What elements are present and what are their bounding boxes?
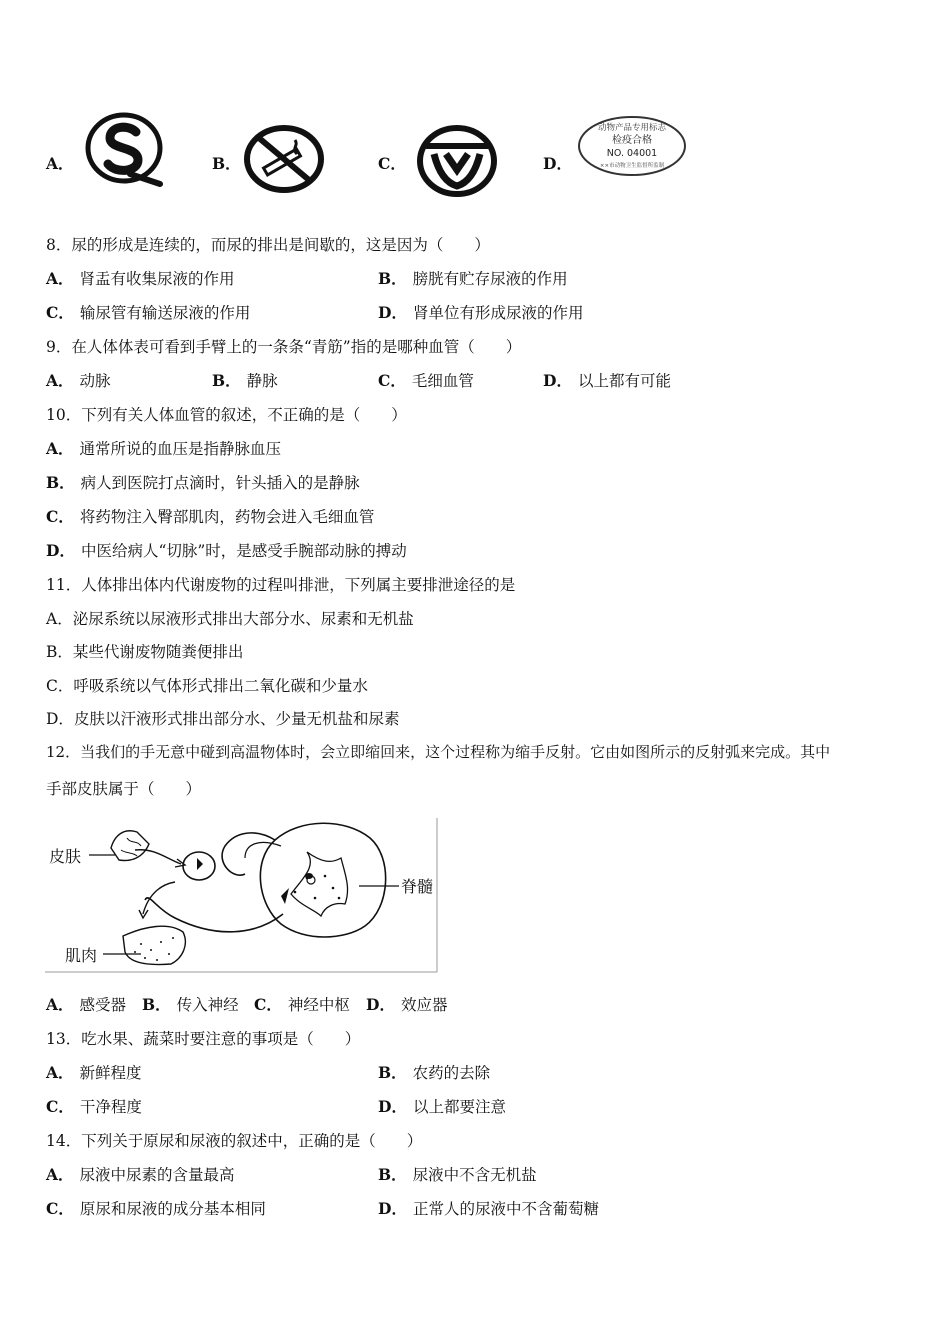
q14-option-a[interactable]: A． 尿液中尿素的含量最高: [46, 1165, 235, 1184]
figure-label-skin: 皮肤: [49, 847, 82, 866]
q14-option-b[interactable]: B． 尿液中不含无机盐: [378, 1165, 537, 1184]
q10-stem: 10．下列有关人体血管的叙述，不正确的是（ ）: [46, 406, 407, 424]
reflex-arc-figure: [45, 818, 438, 973]
q8-option-d[interactable]: D． 肾单位有形成尿液的作用: [378, 303, 584, 322]
animal-quarantine-stamp-icon: [576, 114, 688, 178]
skin-piece: [111, 831, 149, 861]
figure-label-spinal-cord: 脊髓: [401, 877, 434, 896]
q7-option-c-label: C．: [378, 154, 406, 173]
q8-option-b[interactable]: B． 膀胱有贮存尿液的作用: [378, 269, 568, 288]
q7-option-a-label: A．: [46, 154, 74, 173]
q9-stem: 9．在人体体表可看到手臂上的一条条“青筋”指的是哪种血管（ ）: [46, 338, 522, 356]
stamp-line-4: ××市动物卫生监督所监制: [599, 163, 665, 169]
q8-option-c[interactable]: C． 输尿管有输送尿液的作用: [46, 303, 251, 322]
q14-stem: 14．下列关于原尿和尿液的叙述中，正确的是（ ）: [46, 1132, 423, 1150]
q10-option-c[interactable]: C． 将药物注入臀部肌肉，药物会进入毛细血管: [46, 507, 375, 526]
no-smoking-icon: [243, 124, 325, 194]
q8-stem: 8．尿的形成是连续的，而尿的排出是间歇的，这是因为（ ）: [46, 236, 490, 254]
q7-option-d-label: D．: [543, 154, 572, 173]
q11-option-a[interactable]: A．泌尿系统以尿液形式排出大部分水、尿素和无机盐: [46, 610, 414, 628]
q12-option-d[interactable]: D． 效应器: [366, 995, 448, 1014]
q11-stem: 11．人体排出体内代谢废物的过程叫排泄，下列属主要排泄途径的是: [46, 576, 516, 594]
q9-option-c[interactable]: C． 毛细血管: [378, 371, 474, 390]
q10-option-d[interactable]: D． 中医给病人“切脉”时，是感受手腕部动脉的搏动: [46, 541, 407, 560]
q9-option-d[interactable]: D． 以上都有可能: [543, 371, 671, 390]
q12-option-a[interactable]: A． 感受器: [46, 995, 127, 1014]
q12-stem-line1: 12．当我们的手无意中碰到高温物体时，会立即缩回来，这个过程称为缩手反射。它由如图所示的反射弧来完成。其中: [46, 743, 831, 761]
green-food-logo-icon: [416, 124, 498, 198]
spinal-cord-shape: [260, 823, 385, 937]
q8-option-a[interactable]: A． 肾盂有收集尿液的作用: [46, 269, 235, 288]
q11-option-b[interactable]: B．某些代谢废物随粪便排出: [46, 643, 244, 661]
qs-logo-icon: [84, 112, 164, 188]
q13-option-c[interactable]: C． 干净程度: [46, 1097, 142, 1116]
q11-option-d[interactable]: D．皮肤以汗液形式排出部分水、少量无机盐和尿素: [46, 710, 400, 728]
q13-stem: 13．吃水果、蔬菜时要注意的事项是（ ）: [46, 1030, 361, 1048]
q12-option-b[interactable]: B． 传入神经: [142, 995, 239, 1014]
stamp-line-2: 检疫合格: [612, 135, 652, 146]
figure-label-muscle: 肌肉: [65, 946, 98, 965]
stamp-line-3: NO. 04001: [606, 148, 658, 159]
q10-option-b[interactable]: B． 病人到医院打点滴时，针头插入的是静脉: [46, 473, 360, 492]
stamp-line-1: 动物产品专用标志: [597, 123, 667, 133]
q13-option-b[interactable]: B． 农药的去除: [378, 1063, 491, 1082]
q9-option-b[interactable]: B． 静脉: [212, 371, 278, 390]
q14-option-c[interactable]: C． 原尿和尿液的成分基本相同: [46, 1199, 266, 1218]
q14-option-d[interactable]: D． 正常人的尿液中不含葡萄糖: [378, 1199, 599, 1218]
q9-option-a[interactable]: A． 动脉: [46, 371, 111, 390]
q12-option-c[interactable]: C． 神经中枢: [254, 995, 350, 1014]
q7-option-b-label: B．: [212, 154, 241, 173]
q13-option-a[interactable]: A． 新鲜程度: [46, 1063, 142, 1082]
q10-option-a[interactable]: A． 通常所说的血压是指静脉血压: [46, 439, 282, 458]
q12-stem-line2: 手部皮肤属于（ ）: [46, 780, 202, 798]
muscle-piece: [123, 926, 185, 964]
q13-option-d[interactable]: D． 以上都要注意: [378, 1097, 506, 1116]
q11-option-c[interactable]: C．呼吸系统以气体形式排出二氧化碳和少量水: [46, 677, 368, 695]
